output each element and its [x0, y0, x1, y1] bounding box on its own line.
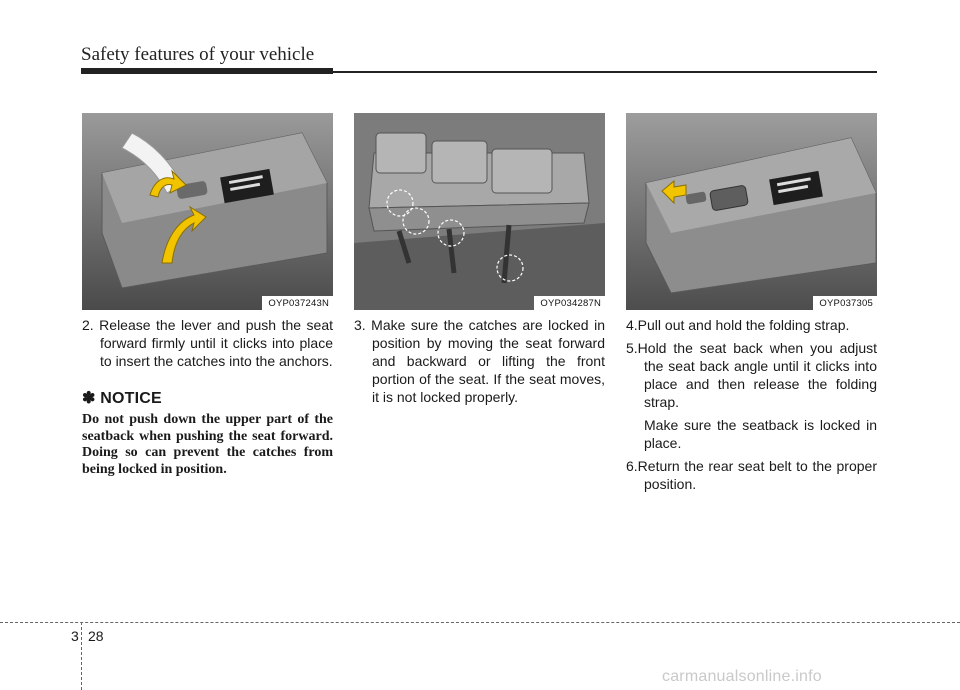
figure-code: OYP034287N: [534, 296, 605, 310]
seat-strap-illustration: [626, 113, 877, 310]
step-5-note: Make sure the seatback is locked in place.: [644, 417, 877, 451]
step-2-text: 2. Release the lever and push the seat forward firmly until it clicks into place to insert the catches into the anchors.: [82, 317, 333, 369]
page-number: 28: [88, 628, 104, 644]
figure-catches-locked: [354, 113, 605, 310]
step-3-text: 3. Make sure the catches are locked in position by moving the seat forward and backward or lifting the front portion of the seat. If the seat moves, it is not locked properly.: [354, 317, 605, 405]
figure-release-lever: [82, 113, 333, 310]
notice-title: NOTICE: [100, 390, 162, 407]
step-6-text: 6.Return the rear seat belt to the proper position.: [626, 458, 877, 492]
figure-code: OYP037305: [813, 296, 877, 310]
header-rule-accent: [81, 68, 333, 74]
footer-rule: [0, 622, 960, 623]
watermark: carmanualsonline.info: [662, 668, 822, 685]
page-header-title: Safety features of your vehicle: [81, 44, 315, 65]
notice-heading: [82, 390, 333, 408]
section-number: 3: [71, 628, 79, 644]
column-right: [626, 316, 877, 498]
figure-folding-strap: [626, 113, 877, 310]
notice-body: Do not push down the upper part of the seatback when pushing the seat forward. Doing so can prevent the catches from being locked in position.: [82, 412, 333, 477]
figure-code: OYP037243N: [262, 296, 333, 310]
footer-divider: [81, 622, 82, 690]
column-middle: [354, 316, 605, 411]
seat-catches-illustration: [354, 113, 605, 310]
notice-star-icon: ✽: [82, 390, 96, 407]
step-5-text: 5.Hold the seat back when you adjust the seat back angle until it clicks into place and then release the folding strap.: [626, 340, 877, 410]
seat-lever-illustration: [82, 113, 333, 310]
column-left: [82, 316, 333, 478]
step-4-text: 4.Pull out and hold the folding strap.: [626, 317, 850, 333]
